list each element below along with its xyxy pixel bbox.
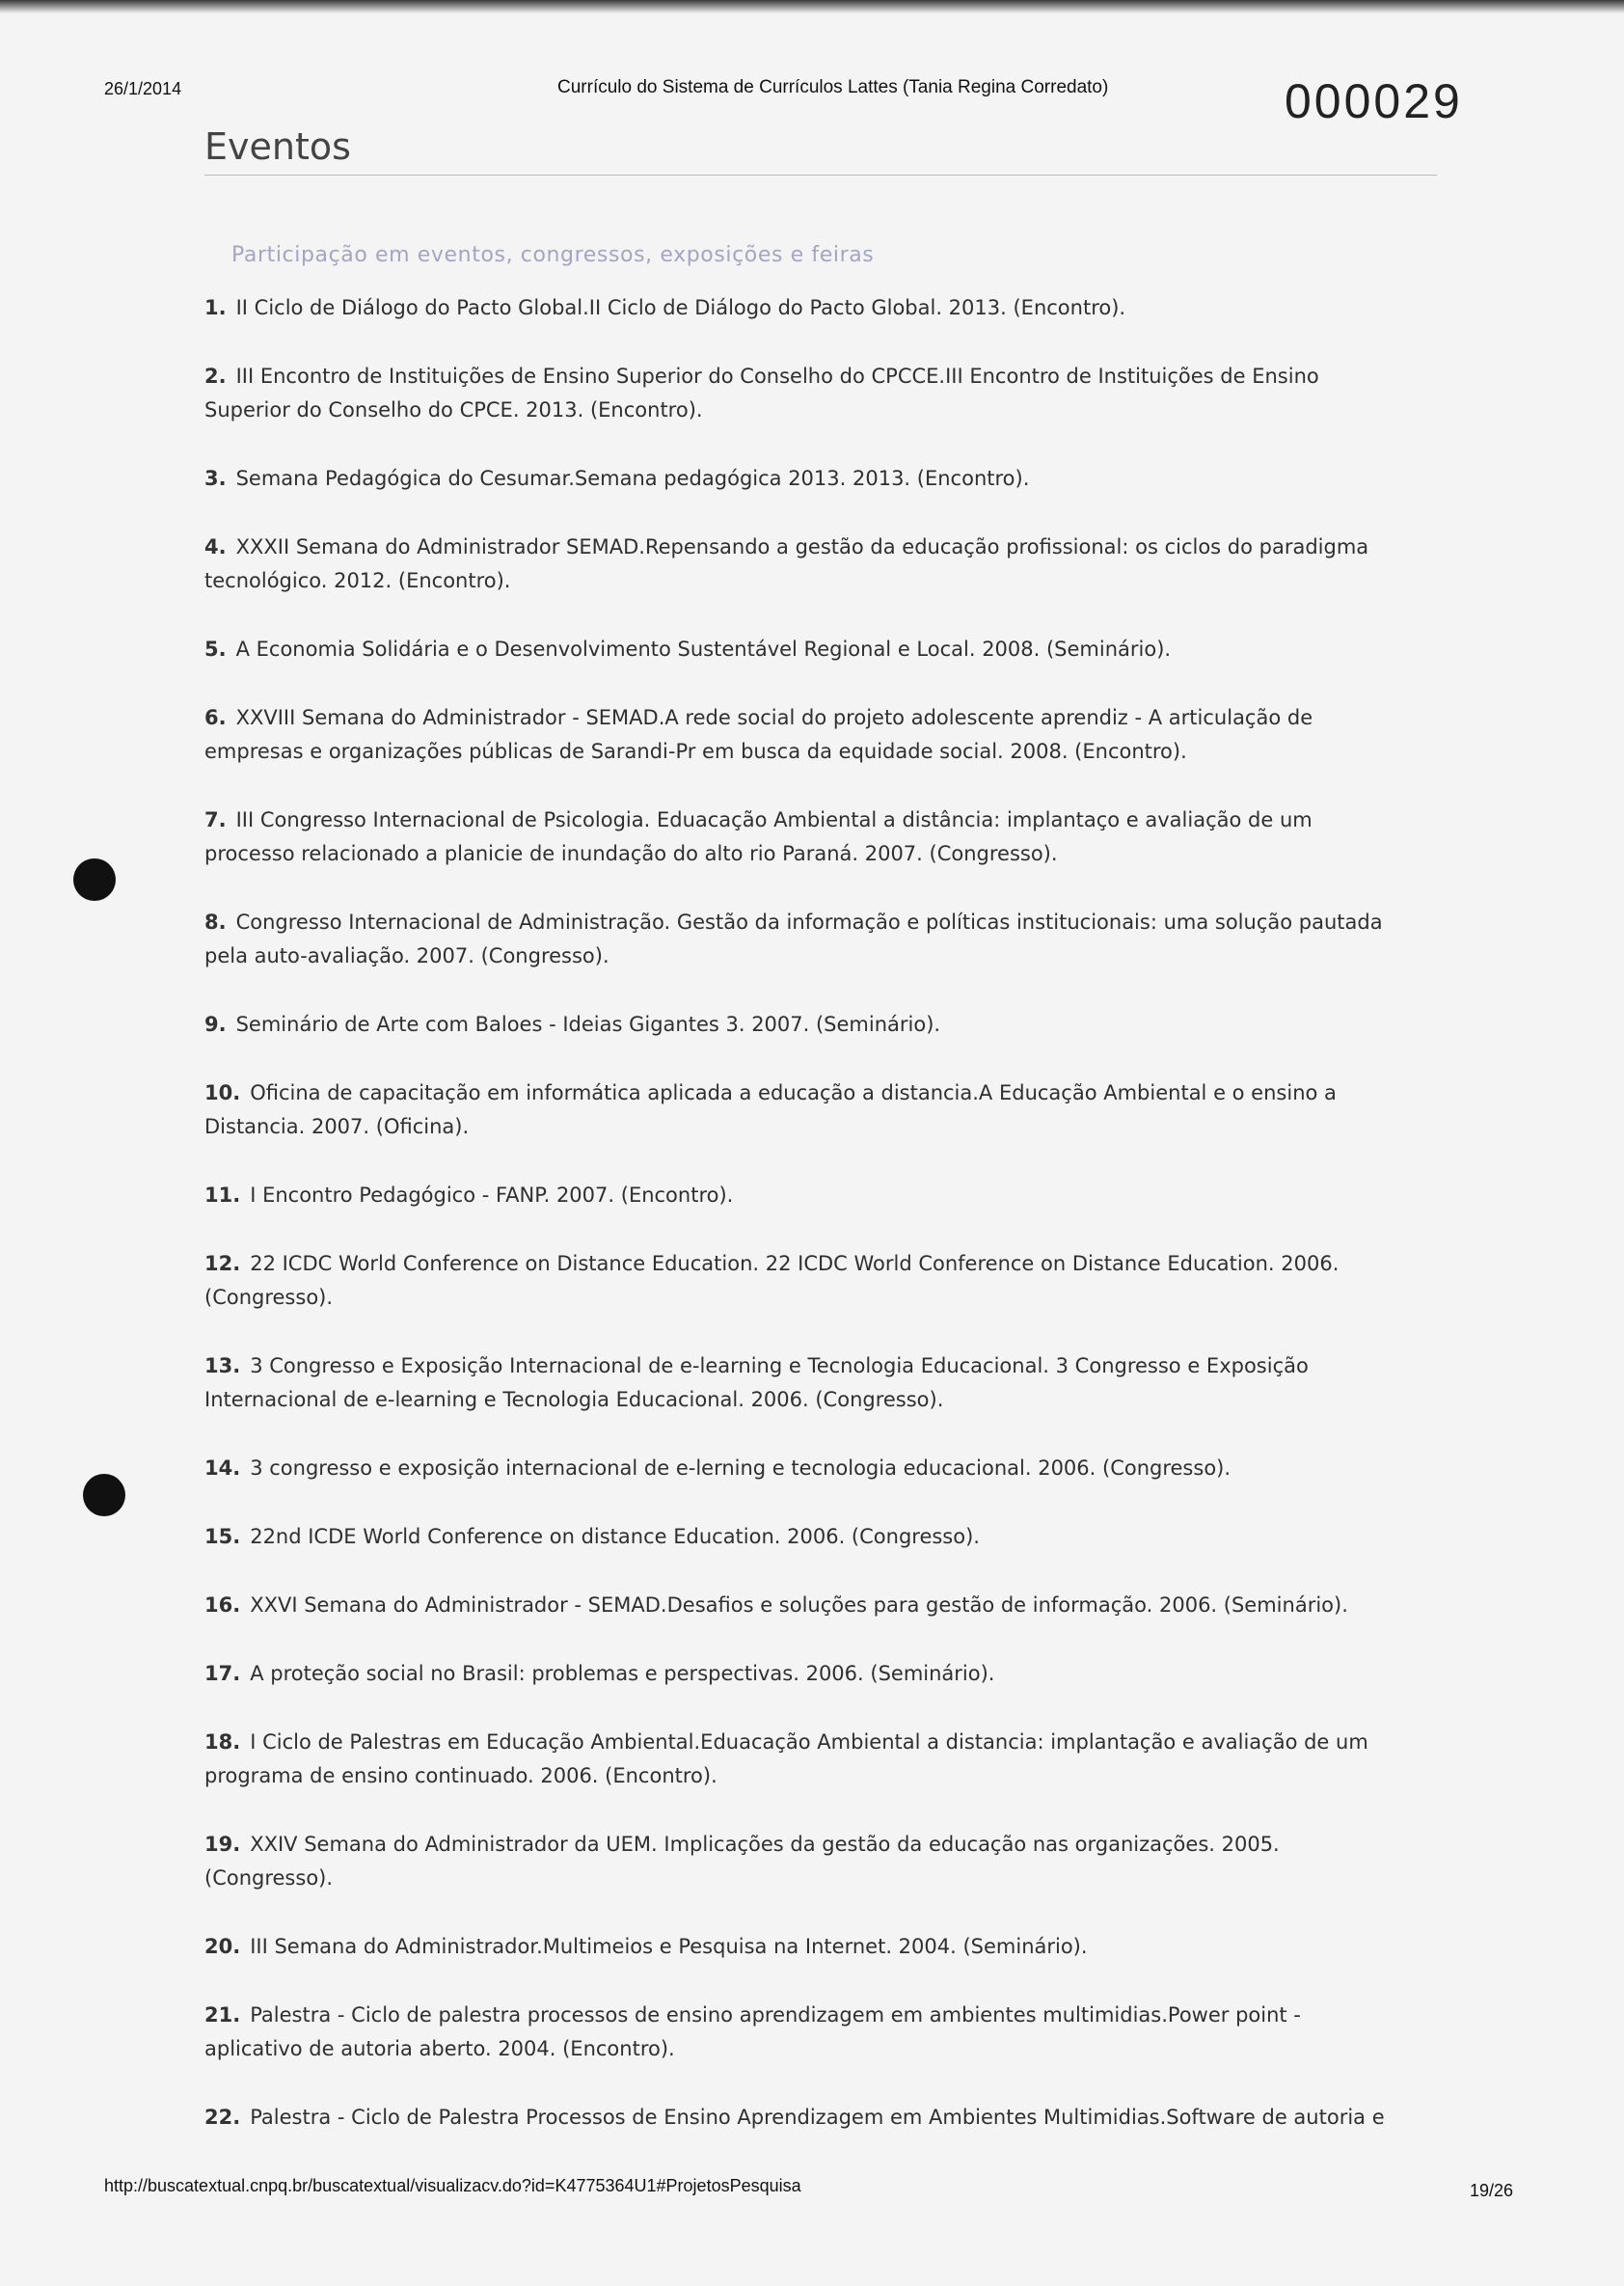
event-entry-number: 19. <box>204 1833 241 1856</box>
footer-url: http://buscatextual.cnpq.br/buscatextual/visualizacv.do?id=K4775364U1#ProjetosPesquisa <box>104 2176 801 2195</box>
section-subheading: Participação em eventos, congressos, exposições e feiras <box>231 243 875 267</box>
page-stamp-number: 000029 <box>1285 74 1463 128</box>
event-entry-text: A proteção social no Brasil: problemas e perspectivas. 2006. (Seminário). <box>250 1662 995 1685</box>
punch-hole-mark <box>83 1474 125 1516</box>
event-entry-number: 11. <box>204 1184 241 1207</box>
event-entry-number: 12. <box>204 1252 241 1275</box>
event-entry-text: III Semana do Administrador.Multimeios e Pesquisa na Internet. 2004. (Seminário). <box>250 1935 1088 1958</box>
event-entry-number: 18. <box>204 1730 241 1754</box>
event-entry-text: Seminário de Arte com Baloes - Ideias Gigantes 3. 2007. (Seminário). <box>235 1013 941 1036</box>
punch-hole-mark <box>73 858 116 901</box>
event-entry-number: 4. <box>204 535 227 558</box>
event-entry <box>204 1589 1385 1622</box>
event-entry-text: I Encontro Pedagógico - FANP. 2007. (Encontro). <box>250 1184 734 1207</box>
event-entry <box>204 291 1385 325</box>
event-entry <box>204 360 1385 427</box>
event-entry <box>204 1452 1385 1485</box>
event-entry <box>204 1349 1385 1417</box>
events-list <box>204 291 1385 2135</box>
event-entry <box>204 803 1385 871</box>
event-entry-number: 15. <box>204 1525 241 1548</box>
event-entry <box>204 1179 1385 1212</box>
event-entry-text: III Encontro de Instituições de Ensino Superior do Conselho do CPCCE.III Encontro de Instituições de Ensino Superior do Conselho do CPCE. 2013. (Encontro). <box>204 365 1319 422</box>
event-entry-text: Congresso Internacional de Administração. Gestão da informação e políticas institucionais: uma solução pautada pela auto-avaliação. 2007. (Congresso). <box>204 911 1383 967</box>
event-entry-number: 22. <box>204 2106 241 2129</box>
event-entry-text: XXVI Semana do Administrador - SEMAD.Desafios e soluções para gestão de informação. 2006. (Seminário). <box>250 1593 1348 1617</box>
event-entry <box>204 633 1385 667</box>
event-entry <box>204 1828 1385 1895</box>
event-entry <box>204 1657 1385 1691</box>
event-entry-text: Palestra - Ciclo de palestra processos de ensino aprendizagem em ambientes multimidias.Power point - aplicativo de autoria aberto. 2004. (Encontro). <box>204 2003 1301 2060</box>
event-entry-number: 14. <box>204 1456 241 1480</box>
event-entry <box>204 1999 1385 2066</box>
event-entry-number: 5. <box>204 638 227 661</box>
page-number: 19/26 <box>1470 2181 1514 2200</box>
event-entry-text: Oficina de capacitação em informática aplicada a educação a distancia.A Educação Ambiental e o ensino a Distancia. 2007. (Oficina). <box>204 1081 1337 1138</box>
event-entry-text: 22nd ICDE World Conference on distance Education. 2006. (Congresso). <box>250 1525 980 1548</box>
event-entry-text: Palestra - Ciclo de Palestra Processos de Ensino Aprendizagem em Ambientes Multimidias.Software de autoria e <box>250 2106 1385 2129</box>
event-entry-number: 1. <box>204 296 227 319</box>
event-entry-number: 3. <box>204 467 227 490</box>
event-entry <box>204 462 1385 496</box>
event-entry-number: 13. <box>204 1354 241 1377</box>
event-entry-text: XXVIII Semana do Administrador - SEMAD.A rede social do projeto adolescente aprendiz - A articulação de empresas e organizações públicas de Sarandi-Pr em busca da equidade social. 2008. (Encontro). <box>204 706 1313 763</box>
section-title: Eventos <box>204 125 351 168</box>
event-entry-number: 6. <box>204 706 227 729</box>
event-entry <box>204 906 1385 973</box>
event-entry-text: A Economia Solidária e o Desenvolvimento Sustentável Regional e Local. 2008. (Seminário). <box>235 638 1172 661</box>
event-entry-text: 22 ICDC World Conference on Distance Education. 22 ICDC World Conference on Distance Education. 2006. (Congresso). <box>204 1252 1340 1309</box>
event-entry-number: 9. <box>204 1013 227 1036</box>
event-entry-number: 20. <box>204 1935 241 1958</box>
event-entry-text: III Congresso Internacional de Psicologia. Eduacação Ambiental a distância: implantaço e avaliação de um processo relacionado a planicie de inundação do alto rio Paraná. 2007. (Congresso). <box>204 808 1313 865</box>
event-entry-text: XXIV Semana do Administrador da UEM. Implicações da gestão da educação nas organizações. 2005. (Congresso). <box>204 1833 1280 1890</box>
event-entry <box>204 531 1385 598</box>
print-date: 26/1/2014 <box>104 79 182 98</box>
event-entry-number: 8. <box>204 911 227 934</box>
event-entry-text: 3 Congresso e Exposição Internacional de e-learning e Tecnologia Educacional. 3 Congresso e Exposição Internacional de e-learning e Tecnologia Educacional. 2006. (Congresso). <box>204 1354 1309 1411</box>
event-entry-number: 2. <box>204 365 227 388</box>
section-divider <box>204 175 1437 176</box>
event-entry <box>204 1076 1385 1144</box>
event-entry <box>204 1520 1385 1554</box>
event-entry <box>204 1008 1385 1042</box>
event-entry-text: 3 congresso e exposição internacional de e-lerning e tecnologia educacional. 2006. (Congresso). <box>250 1456 1232 1480</box>
event-entry-number: 7. <box>204 808 227 831</box>
print-header-title: Currículo do Sistema de Currículos Lattes (Tania Regina Corredato) <box>557 77 1109 97</box>
scan-top-edge <box>0 0 1624 14</box>
event-entry <box>204 701 1385 769</box>
event-entry-text: I Ciclo de Palestras em Educação Ambiental.Eduacação Ambiental a distancia: implantação e avaliação de um programa de ensino continuado. 2006. (Encontro). <box>204 1730 1368 1787</box>
event-entry-text: XXXII Semana do Administrador SEMAD.Repensando a gestão da educação profissional: os ciclos do paradigma tecnológico. 2012. (Encontro). <box>204 535 1369 592</box>
event-entry <box>204 2101 1385 2135</box>
event-entry-number: 17. <box>204 1662 241 1685</box>
event-entry-text: II Ciclo de Diálogo do Pacto Global.II Ciclo de Diálogo do Pacto Global. 2013. (Encontro). <box>235 296 1126 319</box>
event-entry-number: 21. <box>204 2003 241 2027</box>
event-entry-text: Semana Pedagógica do Cesumar.Semana pedagógica 2013. 2013. (Encontro). <box>235 467 1030 490</box>
event-entry <box>204 1247 1385 1315</box>
event-entry <box>204 1726 1385 1793</box>
event-entry <box>204 1930 1385 1964</box>
event-entry-number: 10. <box>204 1081 241 1104</box>
event-entry-number: 16. <box>204 1593 241 1617</box>
